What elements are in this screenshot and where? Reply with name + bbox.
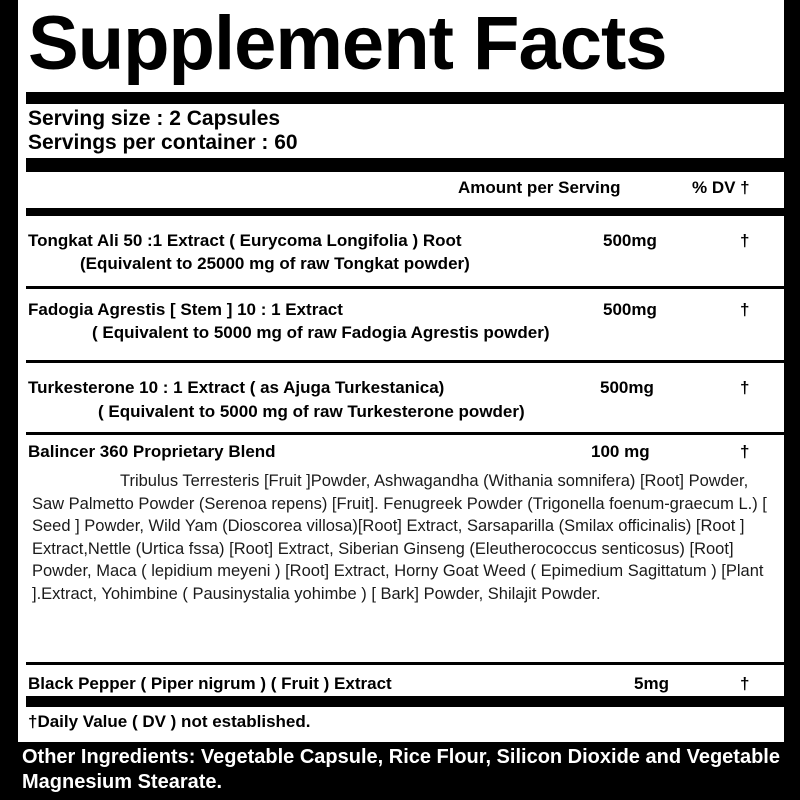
ingredient-equivalent: (Equivalent to 25000 mg of raw Tongkat powder) xyxy=(80,254,470,273)
ingredient-dv: † xyxy=(740,231,750,250)
ingredient-equivalent: ( Equivalent to 5000 mg of raw Fadogia Agrestis powder) xyxy=(92,323,550,342)
divider-thick xyxy=(26,92,784,104)
ingredient-amount: 500mg xyxy=(603,231,657,250)
blend-ingredients: Tribulus Terresteris [Fruit ]Powder, Ashwagandha (Withania somnifera) [Root] Powder, Saw Palmetto Powder (Serenoa repens) [Fruit]. Fenugreek Powder (Trigonella foenum-graecum L.) [ Seed ] Powder, Wild Yam (Dioscorea villosa)[Root] Extract, Sarsaparilla (Smilax officinalis) [Root ] Extract,Nettle (Urtica fssa) [Root] Extract, Siberian Ginseng (Eleutherococcus senticosus) [Root] Powder, Maca ( lepidium meyeni ) [Root] Extract, Horny Goat Weed ( Epimedium Sagittatum ) [Plant ].Extract, Yohimbine ( Pausinystalia yohimbe ) [ Bark] Powder, Shilajit Powder. xyxy=(32,472,767,603)
ingredient-name: Tongkat Ali 50 :1 Extract ( Eurycoma Longifolia ) Root xyxy=(28,231,462,250)
blend-amount: 100 mg xyxy=(591,442,650,461)
panel-title: Supplement Facts xyxy=(28,1,667,86)
divider-thin xyxy=(26,360,784,363)
divider-thin xyxy=(26,662,784,665)
ingredient-name: Fadogia Agrestis [ Stem ] 10 : 1 Extract xyxy=(28,300,343,319)
black-pepper-dv: † xyxy=(740,674,750,693)
ingredient-dv: † xyxy=(740,300,750,319)
other-ingredients: Other Ingredients: Vegetable Capsule, Rice Flour, Silicon Dioxide and Vegetable Magnesium Stearate. xyxy=(22,746,780,793)
divider-thick xyxy=(26,208,784,216)
blend-ingredients-text xyxy=(32,470,772,606)
ingredient-equivalent: ( Equivalent to 5000 mg of raw Turkesterone powder) xyxy=(98,402,525,421)
amount-header: Amount per Serving xyxy=(458,178,621,197)
serving-size: Serving size : 2 Capsules xyxy=(28,107,281,130)
servings-per-container: Servings per container : 60 xyxy=(28,131,298,154)
divider-thin xyxy=(26,286,784,289)
divider-thin xyxy=(26,432,784,435)
black-pepper-name: Black Pepper ( Piper nigrum ) ( Fruit ) Extract xyxy=(28,674,392,693)
divider-thick xyxy=(26,696,784,707)
divider-thick xyxy=(26,158,784,172)
blend-dv: † xyxy=(740,442,750,461)
dv-header: % DV † xyxy=(692,178,750,197)
black-pepper-amount: 5mg xyxy=(634,674,669,693)
daily-value-footnote: †Daily Value ( DV ) not established. xyxy=(28,712,311,731)
ingredient-dv: † xyxy=(740,378,750,397)
ingredient-amount: 500mg xyxy=(600,378,654,397)
ingredient-amount: 500mg xyxy=(603,300,657,319)
supplement-facts-panel xyxy=(18,0,784,742)
blend-name: Balincer 360 Proprietary Blend xyxy=(28,442,276,461)
ingredient-name: Turkesterone 10 : 1 Extract ( as Ajuga Turkestanica) xyxy=(28,378,445,397)
